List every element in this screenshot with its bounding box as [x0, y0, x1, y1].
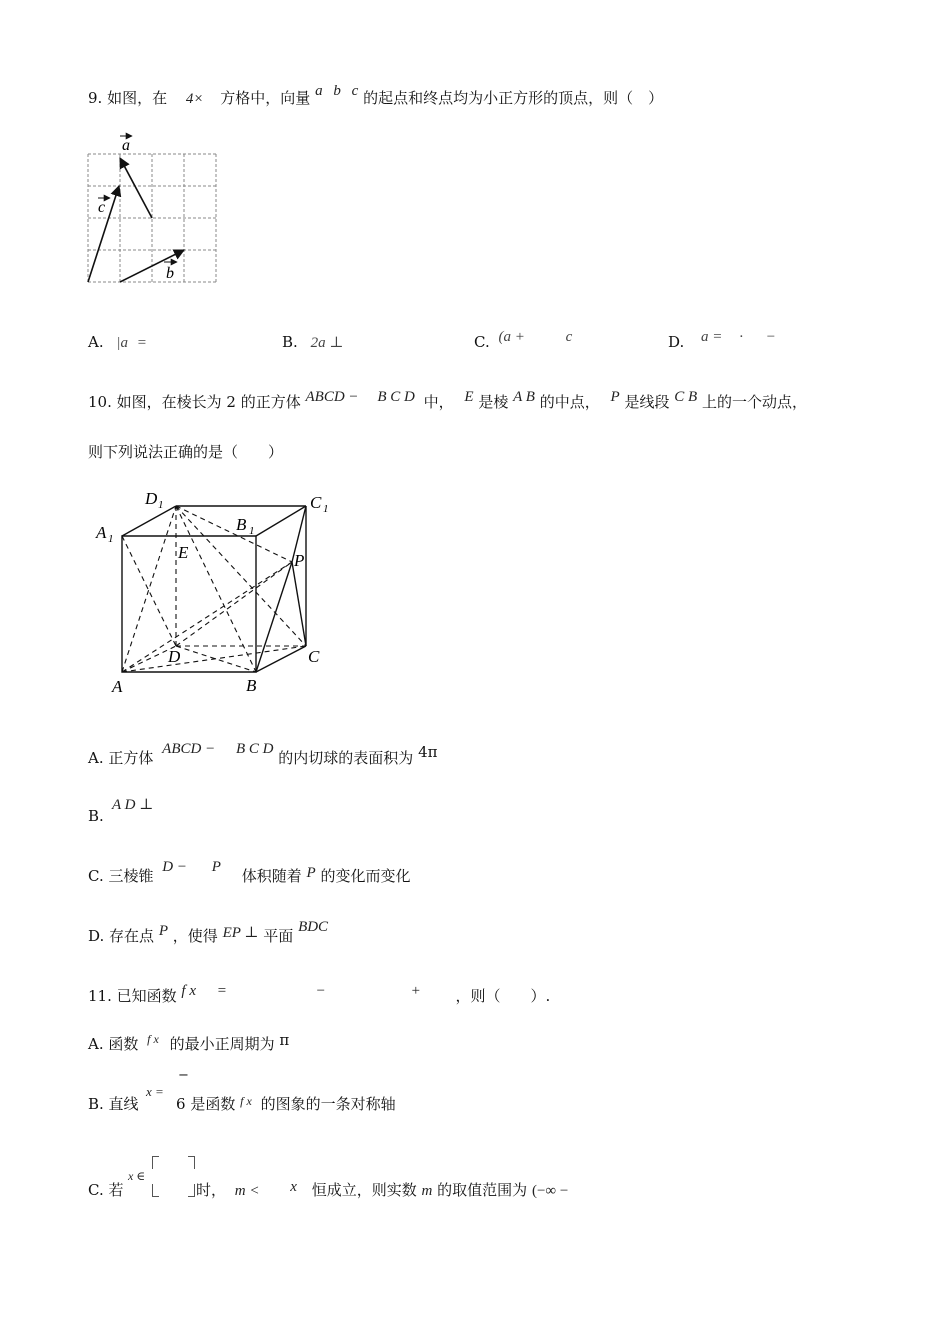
q11-option-a-suffix: 的最小正周期为 [169, 1035, 275, 1053]
q10-option-b [88, 806, 104, 826]
q10-AB: A B [513, 389, 535, 405]
q10-option-c-suffix: 的变化而变化 [320, 867, 411, 885]
q9-option-c-math: (a + [498, 329, 525, 345]
q9-fig-label-a: a [122, 137, 130, 154]
q10-fig-A: A [112, 677, 123, 696]
q11-option-c [88, 1180, 123, 1200]
q10-option-b-math-wrap [112, 794, 153, 815]
q10-cube-figure [92, 484, 362, 699]
q10-cube-math2: B C D [377, 389, 415, 405]
q11-plus: + [410, 983, 421, 999]
q10-fig-P: P [294, 551, 305, 570]
q11-stem [88, 983, 551, 1007]
q10-fig-C: C [308, 647, 320, 666]
q11-minus: − [315, 983, 326, 999]
q10-option-a-value: 4π [418, 743, 438, 761]
q10-fig-B: B [246, 676, 257, 695]
q10-option-c-math2: P [211, 859, 221, 875]
q10-fig-B1-sub: 1 [249, 525, 255, 537]
q11-option-c-suffix: 的取值范围为 [437, 1181, 528, 1199]
q10-E: E [464, 389, 474, 405]
q10-cube-solid-edges [122, 506, 306, 672]
q9-grid-size: 4× [185, 91, 204, 107]
q10-option-d-math: EP ⊥ [222, 925, 259, 941]
q10-option-c-P: P [306, 865, 316, 881]
q10-option-b-math: A D ⊥ [112, 797, 154, 813]
q9-vec-a: a [315, 83, 323, 99]
q9-option-c-math2: c [565, 329, 573, 345]
q11-option-c-m2: m [421, 1183, 433, 1199]
q11-option-c-m: m < [234, 1183, 260, 1199]
q11-option-c-x: x ∈ [128, 1169, 146, 1183]
q10-fig-D1: D [145, 489, 158, 508]
q10-option-d-P: P [158, 923, 168, 939]
q10-option-d [88, 919, 329, 947]
q10-option-d-text: D. 存在点 [88, 927, 155, 945]
q9-option-d-math2: · [739, 329, 743, 345]
q11-option-b [88, 1094, 139, 1114]
q9-option-b-label: B. [282, 333, 298, 351]
q10-shi-leng: 是棱 [478, 393, 509, 411]
q10-suffix: 上的一个动点， [702, 393, 808, 411]
q9-vec-c: c [351, 83, 359, 99]
q10-stem [88, 389, 808, 413]
q11-eq: = [216, 983, 227, 999]
q10-option-d-plane: 平面 [263, 927, 294, 945]
q11-option-b-fx: f x [240, 1094, 252, 1108]
q10-line2: 则下列说法正确的是（ ） [88, 443, 284, 461]
q10-fig-D: D [168, 647, 181, 666]
q11-option-c-interval-brackets [152, 1156, 196, 1198]
q11-option-b-six: 6 [176, 1095, 186, 1113]
q10-P: P [610, 389, 620, 405]
q9-option-a: A. |a = [88, 333, 147, 351]
q10-de-zhongdian: 的中点， [539, 393, 600, 411]
q11-option-a-pi: π [279, 1031, 290, 1049]
q11-option-b-frac-top: − [178, 1068, 189, 1083]
q10-option-a-suffix: 的内切球的表面积为 [278, 749, 414, 767]
q11-option-b-suffix: 的图象的一条对称轴 [260, 1095, 396, 1113]
q10-option-b-label: B. [88, 807, 104, 825]
q10-option-c-text: C. 三棱锥 [88, 867, 154, 885]
q9-middle: 方格中，向量 [220, 89, 311, 107]
q9-vector-grid-figure [84, 128, 224, 288]
q11-option-b-x: x = [146, 1084, 164, 1099]
q10-option-a [88, 741, 438, 769]
q10-fig-B1: B [236, 515, 247, 534]
q10-fig-A1: A [96, 523, 107, 542]
q10-fig-D1-sub: 1 [158, 499, 164, 511]
q9-option-c-label: C. [474, 333, 490, 351]
q11-suffix: ，则（ ）. [455, 987, 551, 1005]
q11-option-c-mid: 恒成立，则实数 [311, 1181, 417, 1199]
q11-option-b-rest [176, 1094, 396, 1115]
q9-option-d-label: D. [668, 333, 685, 351]
q10-fig-A1-sub: 1 [108, 533, 114, 545]
q10-option-c [88, 859, 411, 887]
q9-stem [88, 83, 664, 109]
q9-option-b [282, 332, 343, 353]
q11-option-a [88, 1031, 290, 1055]
q11-option-c-text: C. 若 [88, 1181, 124, 1199]
q11-option-a-fx: f x [147, 1032, 159, 1046]
q9-vec-b: b [333, 83, 341, 99]
q9-option-a-label: A. [88, 333, 104, 351]
q11-option-c-range: (−∞ − [531, 1183, 569, 1199]
q10-fig-E: E [178, 543, 189, 562]
q10-prefix: 10. 如图，在棱长为 2 的正方体 [88, 393, 301, 411]
q10-option-a-math: ABCD − [162, 741, 216, 757]
q11-option-c-rest [196, 1180, 568, 1201]
q10-option-c-math: D − [162, 859, 187, 875]
q9-suffix: 的起点和终点均为小正方形的顶点，则（ ） [363, 89, 664, 107]
q10-fig-C1: C [310, 493, 322, 512]
q9-option-a-math: |a [116, 335, 129, 351]
q10-zhong: 中， [423, 393, 454, 411]
q9-option-d-math3: − [765, 329, 776, 345]
q11-fx: f x [181, 983, 196, 999]
q10-option-d-math2: BDC [298, 919, 329, 935]
q10-option-d-mid: ，使得 [172, 927, 218, 945]
q10-cube-math: ABCD − [305, 389, 359, 405]
q10-fig-C1-sub: 1 [323, 503, 329, 515]
q9-prefix: 9. 如图，在 [88, 89, 168, 107]
q9-option-d [668, 329, 776, 353]
q11-option-b-mid: 是函数 [190, 1095, 236, 1113]
q11-option-c-shi: 时， [196, 1181, 227, 1199]
q11-prefix: 11. 已知函数 [88, 987, 177, 1005]
q9-fig-label-b: b [166, 265, 174, 282]
q9-option-c [474, 329, 573, 353]
q9-fig-label-c: c [98, 199, 106, 216]
q9-option-d-math: a = [701, 329, 723, 345]
q10-CB: C B [674, 389, 698, 405]
q11-option-b-text: B. 直线 [88, 1095, 139, 1113]
q9-option-b-math: 2a ⊥ [310, 335, 344, 351]
q9-vector-a-arrow [120, 158, 152, 218]
q11-option-c-x2: x [290, 1179, 297, 1195]
q10-option-a-math2: B C D [235, 741, 274, 757]
q10-shi-xianduan: 是线段 [624, 393, 670, 411]
q10-option-a-text: A. 正方体 [88, 749, 154, 767]
q10-option-c-mid: 体积随着 [241, 867, 302, 885]
q10-cube-dashed-lines [122, 506, 306, 672]
q11-option-a-text: A. 函数 [88, 1035, 139, 1053]
